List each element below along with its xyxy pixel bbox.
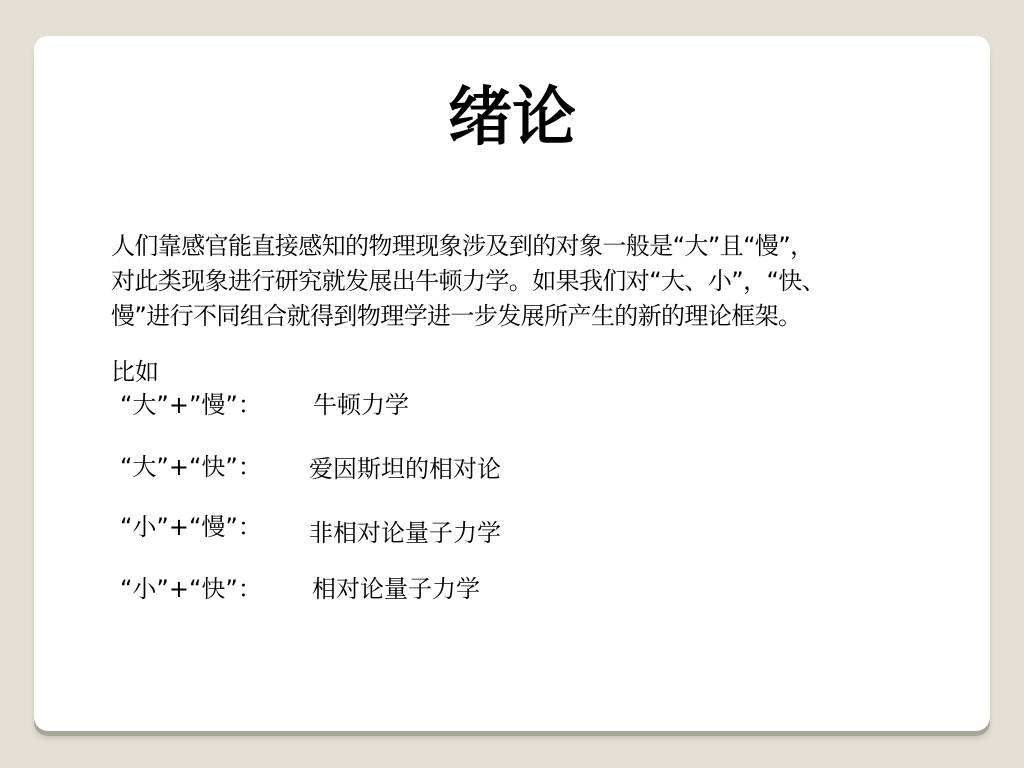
example-heading: 比如: [111, 358, 159, 386]
intro-paragraph: [111, 229, 931, 334]
combination-pair-3: “小”+“慢”：: [120, 513, 262, 541]
combination-theory-4: 相对论量子力学: [312, 575, 480, 603]
intro-line: 慢”进行不同组合就得到物理学进一步发展所产生的新的理论框架。: [111, 302, 802, 330]
combination-pair-2: “大”+“快”：: [120, 453, 262, 481]
combination-theory-1: 牛顿力学: [313, 391, 409, 419]
slide-title: 绪论: [448, 81, 576, 155]
combination-theory-3: 非相对论量子力学: [309, 519, 501, 547]
combination-theory-2: 爱因斯坦的相对论: [309, 455, 501, 483]
combination-pair-1: “大”+”慢”：: [120, 391, 262, 419]
intro-line: 对此类现象进行研究就发展出牛顿力学。如果我们对“大、小”，“快、: [111, 267, 826, 295]
intro-line: 人们靠感官能直接感知的物理现象涉及到的对象一般是“大”且“慢”，: [111, 232, 814, 260]
combination-pair-4: “小”+“快”：: [120, 575, 262, 603]
